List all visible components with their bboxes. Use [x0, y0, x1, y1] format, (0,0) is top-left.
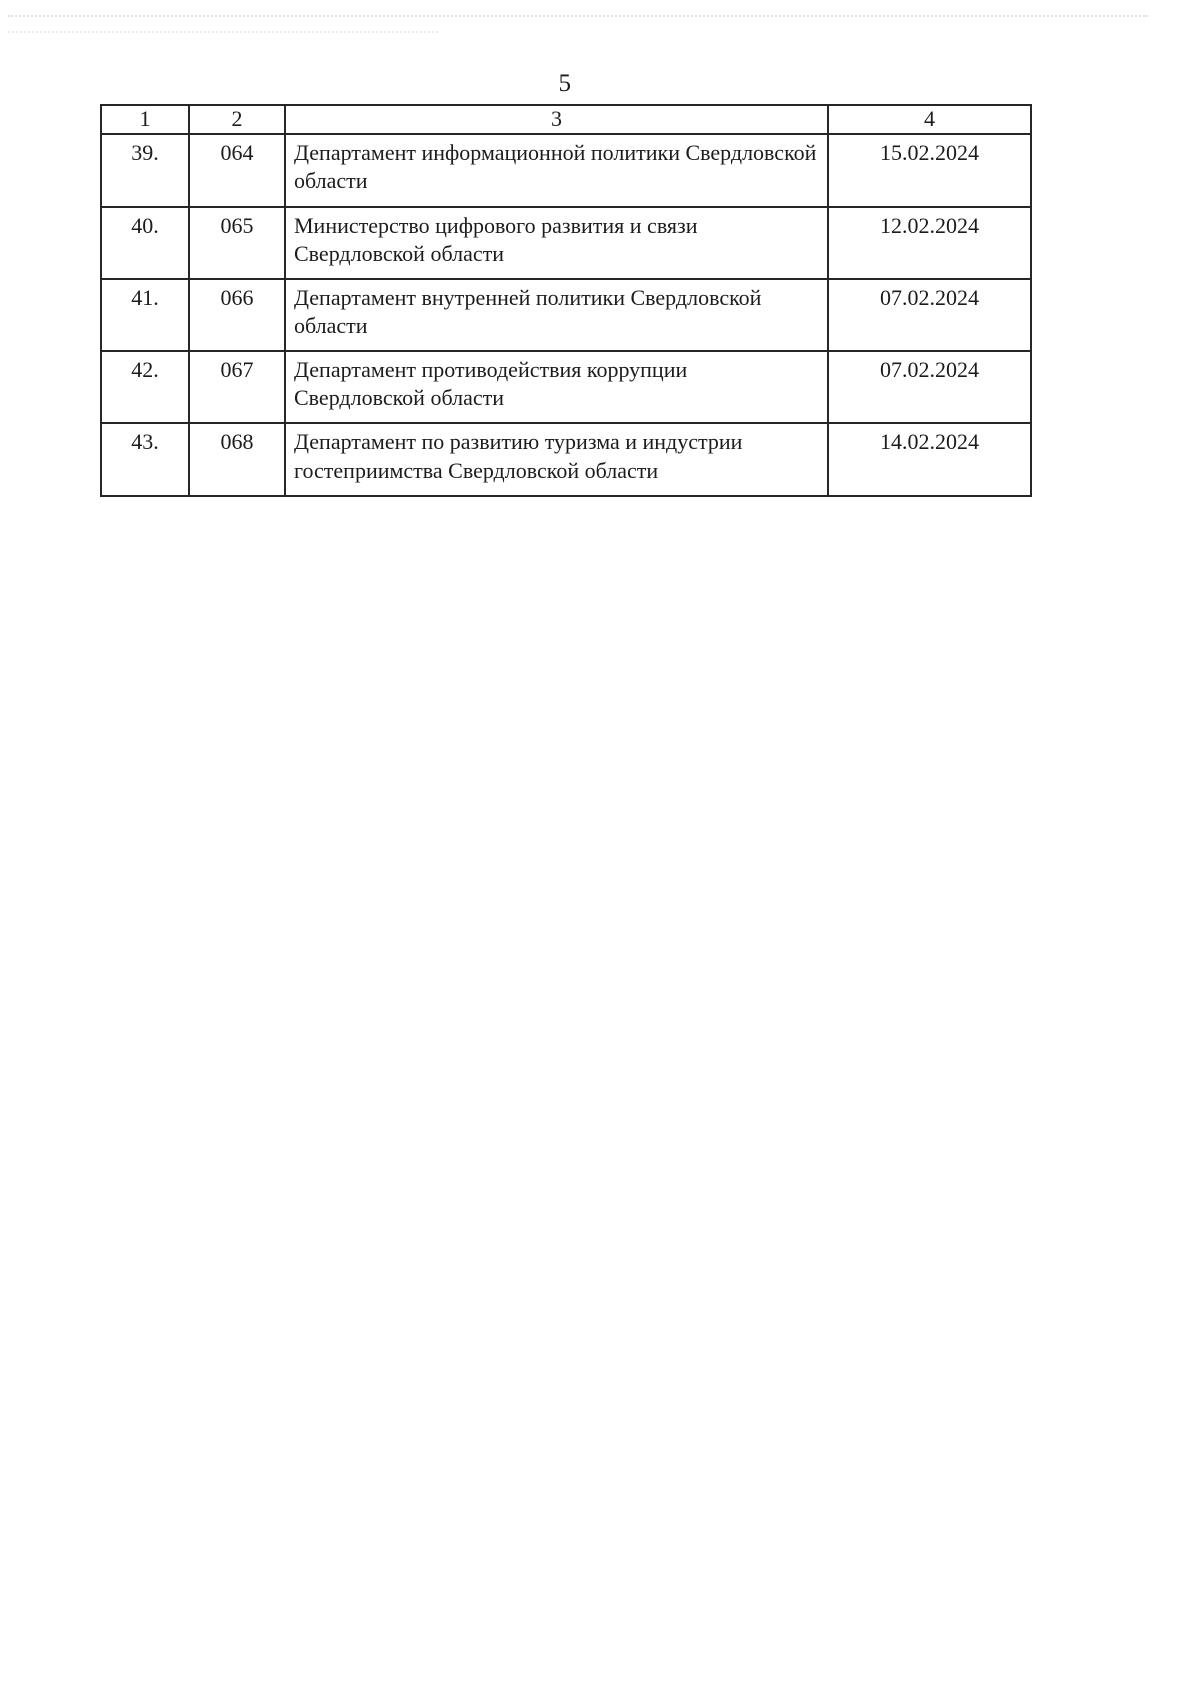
- row-number-cell: 43.: [101, 423, 189, 495]
- row-name-cell: Департамент внутренней политики Свердловской области: [285, 279, 828, 351]
- column-header-3: 3: [285, 105, 828, 134]
- row-date-cell: 15.02.2024: [828, 134, 1031, 206]
- row-code-cell: 065: [189, 207, 285, 279]
- row-number-cell: 41.: [101, 279, 189, 351]
- table-body: [101, 134, 1031, 496]
- departments-table: [100, 104, 1032, 497]
- row-number-cell: 39.: [101, 134, 189, 206]
- row-name-cell: Департамент противодействия коррупции Свердловской области: [285, 351, 828, 423]
- column-header-2: 2: [189, 105, 285, 134]
- row-date-cell: 07.02.2024: [828, 351, 1031, 423]
- scan-noise-line: [8, 15, 1148, 17]
- row-code-cell: 064: [189, 134, 285, 206]
- row-date-cell: 12.02.2024: [828, 207, 1031, 279]
- row-name-cell: Департамент по развитию туризма и индустрии гостеприимства Свердловской области: [285, 423, 828, 495]
- row-code-cell: 067: [189, 351, 285, 423]
- row-name-cell: Департамент информационной политики Свердловской области: [285, 134, 828, 206]
- row-date-cell: 07.02.2024: [828, 279, 1031, 351]
- row-number-cell: 40.: [101, 207, 189, 279]
- column-header-4: 4: [828, 105, 1031, 134]
- row-date-cell: 14.02.2024: [828, 423, 1031, 495]
- table-header-row: [101, 105, 1031, 134]
- table-row: [101, 279, 1031, 351]
- row-name-cell: Министерство цифрового развития и связи Свердловской области: [285, 207, 828, 279]
- table-row: [101, 207, 1031, 279]
- table-row: [101, 134, 1031, 206]
- row-code-cell: 068: [189, 423, 285, 495]
- table-row: [101, 351, 1031, 423]
- row-code-cell: 066: [189, 279, 285, 351]
- scan-noise-line: [8, 31, 438, 33]
- column-header-1: 1: [101, 105, 189, 134]
- row-number-cell: 42.: [101, 351, 189, 423]
- table-row: [101, 423, 1031, 495]
- page-number: 5: [558, 70, 572, 97]
